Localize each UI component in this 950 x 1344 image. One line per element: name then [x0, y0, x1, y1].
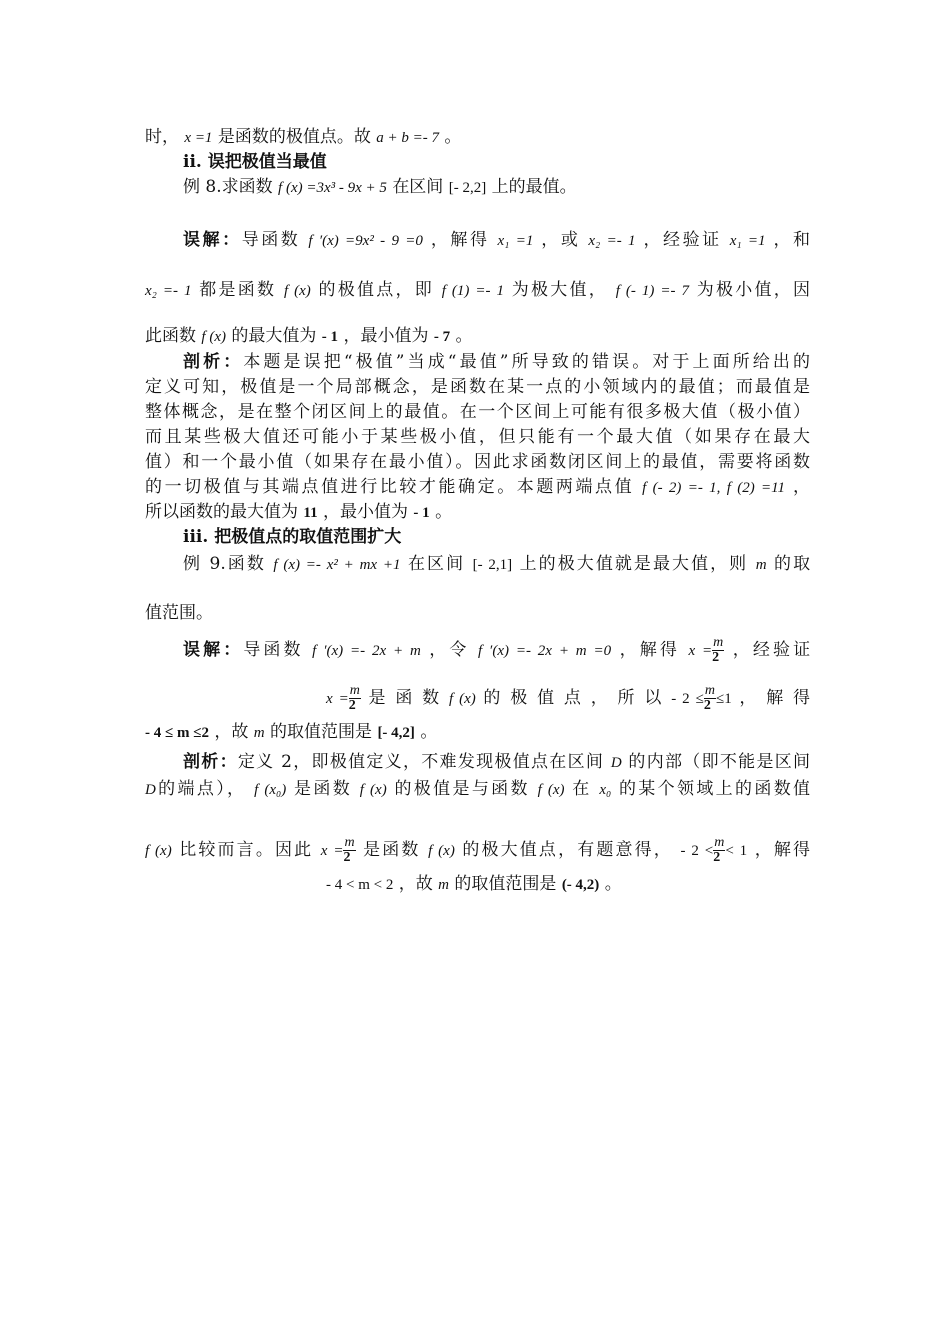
wrong-solution-8-line-3: 此函数 f (x) 的最大值为 - 1 ，最小值为 - 7 。 [145, 326, 473, 346]
analysis-8-line-1: 剖析：本题是误把“极值”当成“最值”所导致的错误。对于上面所给出的 [183, 352, 811, 372]
math-a-plus-b: a + b =- 7 [376, 130, 439, 146]
analysis-9-line-3: f (x) 比较而言。因此 x = $\frac{m}{2}$ 是函数 f (x) 的极大值点，有题意得， - 2 < $\frac{m}{2}$ < 1 ，解得 [145, 835, 811, 865]
wrong-solution-9-line-3: - 4 ≤ m ≤2 ，故 m 的取值范围是 [- 4,2] 。 [145, 722, 438, 742]
analysis-9-line-1: 剖析：定义 2，即极值定义，不难发现极值点在区间 D 的内部（即不能是区间 [183, 752, 811, 772]
fraction-m-over-2: $\frac{m}{2}$ [348, 683, 360, 713]
label-analysis: 剖析： [183, 752, 238, 772]
line-1: 时， x =1 是函数的极值点。故 a + b =- 7 。 [145, 127, 462, 147]
fraction-m-over-2: $\frac{m}{2}$ [713, 835, 725, 865]
wrong-solution-9-line-1: 误解：导函数 f ′(x) =- 2x + m ，令 f ′(x) =- 2x + m =0 ，解得 x = $\frac{m}{2}$ ，经验证 [183, 635, 811, 665]
math-interval: [- 2,2] [448, 180, 487, 196]
label-wrong-solution: 误解： [183, 640, 244, 660]
example-9-line-2: 值范围。 [145, 603, 213, 623]
analysis-8-line-5: 值）和一个最小值（如果存在最小值）。因此求函数闭区间上的最值，需要将函数 [145, 452, 810, 472]
wrong-solution-9-line-2: x = $\frac{m}{2}$ 是 函 数 f (x) 的 极 值 点 ， 所 以 - 2 ≤ $\frac{m}{2}$ ≤1 ， 解 得 [326, 683, 811, 713]
analysis-8-line-6: 的一切极值与其端点值进行比较才能确定。本题两端点值 f (- 2) =- 1, f (2) =11 ， [145, 477, 811, 497]
fraction-m-over-2: $\frac{m}{2}$ [343, 835, 355, 865]
label-wrong-solution: 误解： [183, 230, 242, 250]
analysis-9-line-2: D的端点）， f (x₀) 是函数 f (x) 的极值是与函数 f (x) 在 x₀ 的某个领域上的函数值 [145, 779, 811, 799]
analysis-9-line-4: - 4 < m < 2 ，故 m 的取值范围是 (- 4,2) 。 [326, 874, 622, 894]
example-9: 例 9.函数 f (x) =- x² + mx +1 在区间 [- 2,1] 上的极大值就是最大值，则 m 的取 [183, 554, 811, 574]
analysis-8-line-7: 所以函数的最大值为 11 ，最小值为 - 1 。 [145, 502, 453, 522]
heading-ii: ii. 误把极值当最值 [183, 152, 327, 172]
analysis-8-line-4: 而且某些极大值还可能小于某些极小值，但只能有一个最大值（如果存在最大 [145, 427, 810, 447]
math-fx: f (x) =3x³ - 9x + 5 [278, 180, 387, 196]
analysis-8-line-3: 整体概念，是在整个闭区间上的最值。在一个区间上可能有很多极大值（极小值） [145, 402, 810, 422]
example-8: 例 8.求函数 f (x) =3x³ - 9x + 5 在区间 [- 2,2] 上的最值。 [183, 177, 577, 197]
math-x-eq-1: x =1 [184, 130, 213, 146]
label-analysis: 剖析： [183, 352, 244, 372]
heading-iii: iii. 把极值点的取值范围扩大 [183, 527, 402, 547]
wrong-solution-8-line-1: 误解：导函数 f ′(x) =9x² - 9 =0 ，解得 x₁ =1 ，或 x₂ =- 1 ，经验证 x₁ =1 ，和 [183, 230, 811, 250]
fraction-m-over-2: $\frac{m}{2}$ [712, 635, 724, 665]
wrong-solution-8-line-2: x₂ =- 1 都是函数 f (x) 的极值点，即 f (1) =- 1 为极大值， f (- 1) =- 7 为极小值，因 [145, 280, 811, 300]
fraction-m-over-2: $\frac{m}{2}$ [703, 683, 715, 713]
analysis-8-line-2: 定义可知，极值是一个局部概念，是函数在某一点的小领域内的最值；而最值是 [145, 377, 810, 397]
